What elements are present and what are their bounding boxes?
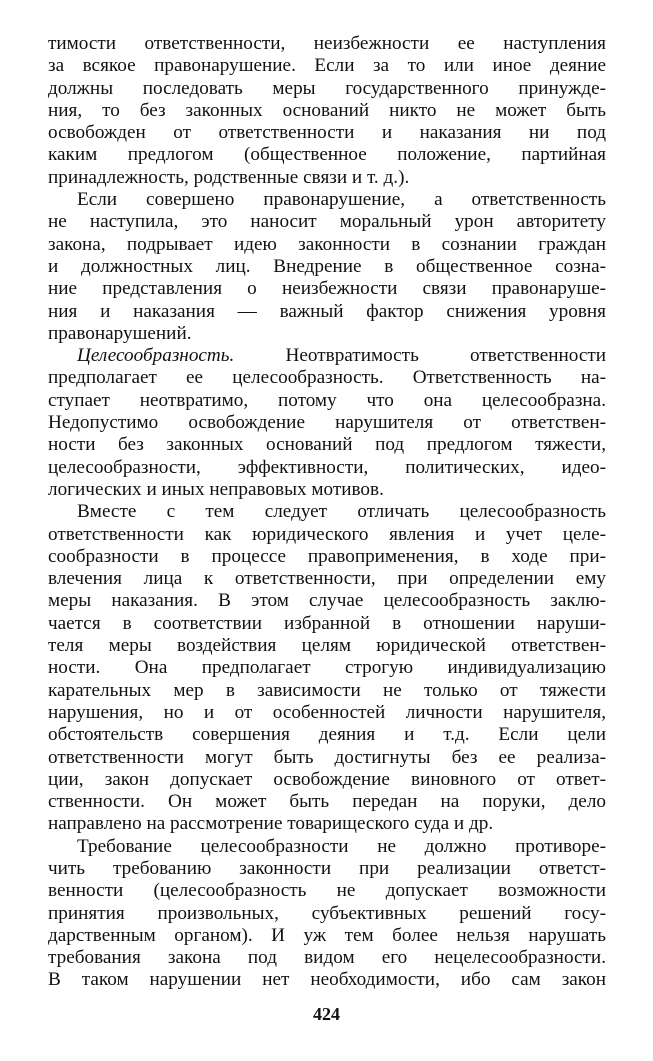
text-line: Если совершено правонарушение, а ответственность bbox=[77, 189, 606, 211]
text-line bbox=[48, 345, 606, 367]
text-line: ственности. Он может быть передан на поруки, дело bbox=[48, 791, 606, 813]
text-line: нарушения, но и от особенностей личности нарушителя, bbox=[48, 701, 606, 723]
text-line: меры наказания. В этом случае целесообразность заклю- bbox=[48, 590, 606, 612]
text-line: карательных мер в зависимости не только от тяжести bbox=[48, 679, 606, 701]
text-line: принятия произвольных, субъективных решений госу- bbox=[48, 902, 606, 924]
text-line: закона, подрывает идею законности в сознании граждан bbox=[48, 233, 606, 255]
text-line: ции, закон допускает освобождение виновного от ответ- bbox=[48, 768, 606, 790]
text-fragment: Неотвратимость ответственности bbox=[234, 345, 606, 367]
text-line: ния и наказания — важный фактор снижения уровня bbox=[48, 300, 606, 322]
text-line: ности. Она предполагает строгую индивидуализацию bbox=[48, 657, 606, 679]
text-line: направлено на рассмотрение товарищеского суда и др. bbox=[48, 813, 494, 835]
text-line: должны последовать меры государственного принужде- bbox=[48, 77, 606, 99]
text-line: и должностных лиц. Внедрение в общественное созна- bbox=[48, 255, 606, 277]
text-line: освобожден от ответственности и наказания ни под bbox=[48, 122, 606, 144]
text-line: ступает неотвратимо, потому что она целесообразна. bbox=[48, 389, 606, 411]
paragraph-2 bbox=[48, 189, 606, 345]
text-line: ответственности как юридического явления и учет целе- bbox=[48, 523, 606, 545]
text-line: теля меры воздействия целям юридической ответствен- bbox=[48, 635, 606, 657]
text-line: венности (целесообразность не допускает возможности bbox=[48, 880, 606, 902]
text-line: обстоятельств совершения деяния и т.д. Если цели bbox=[48, 724, 606, 746]
text-line: ответственности могут быть достигнуты без ее реализа- bbox=[48, 746, 606, 768]
page-text bbox=[48, 33, 606, 992]
text-line: дарственным органом). И уж тем более нельзя нарушать bbox=[48, 924, 606, 946]
text-line: влечения лица к ответственности, при определении ему bbox=[48, 568, 606, 590]
text-line: не наступила, это наносит моральный урон авторитету bbox=[48, 211, 606, 233]
text-line: чается в соответствии избранной в отношении наруши- bbox=[48, 612, 606, 634]
paragraph-3 bbox=[48, 345, 606, 501]
text-line: чить требованию законности при реализации ответст- bbox=[48, 857, 606, 879]
text-line: за всякое правонарушение. Если за то или иное деяние bbox=[48, 55, 606, 77]
text-line: ния, то без законных оснований никто не может быть bbox=[48, 99, 606, 121]
text-line: правонарушений. bbox=[48, 322, 192, 344]
paragraph-4 bbox=[48, 501, 606, 835]
text-line: каким предлогом (общественное положение, партийная bbox=[48, 144, 606, 166]
text-line: сообразности в процессе правоприменения, в ходе при- bbox=[48, 545, 606, 567]
text-line: Требование целесообразности не должно противоре- bbox=[77, 835, 606, 857]
text-line: ние представления о неизбежности связи правонаруше- bbox=[48, 278, 606, 300]
paragraph-1 bbox=[48, 33, 606, 189]
text-line: В таком нарушении нет необходимости, ибо сам закон bbox=[48, 969, 606, 991]
text-line: требования закона под видом его нецелесообразности. bbox=[48, 947, 606, 969]
text-line: тимости ответственности, неизбежности ее наступления bbox=[48, 33, 606, 54]
text-line: предполагает ее целесообразность. Ответственность на- bbox=[48, 367, 606, 389]
text-line: ности без законных оснований под предлогом тяжести, bbox=[48, 434, 606, 456]
text-line: Недопустимо освобождение нарушителя от ответствен- bbox=[48, 412, 606, 434]
paragraph-5 bbox=[48, 836, 606, 992]
text-line: целесообразности, эффективности, политических, идео- bbox=[48, 456, 606, 478]
italic-term: Целесообразность. bbox=[77, 345, 235, 367]
text-line: логических и иных неправовых мотивов. bbox=[48, 478, 384, 500]
page-number: 424 bbox=[313, 1004, 340, 1024]
text-line: Вместе с тем следует отличать целесообразность bbox=[77, 501, 606, 523]
text-line: принадлежность, родственные связи и т. д.). bbox=[48, 166, 410, 188]
